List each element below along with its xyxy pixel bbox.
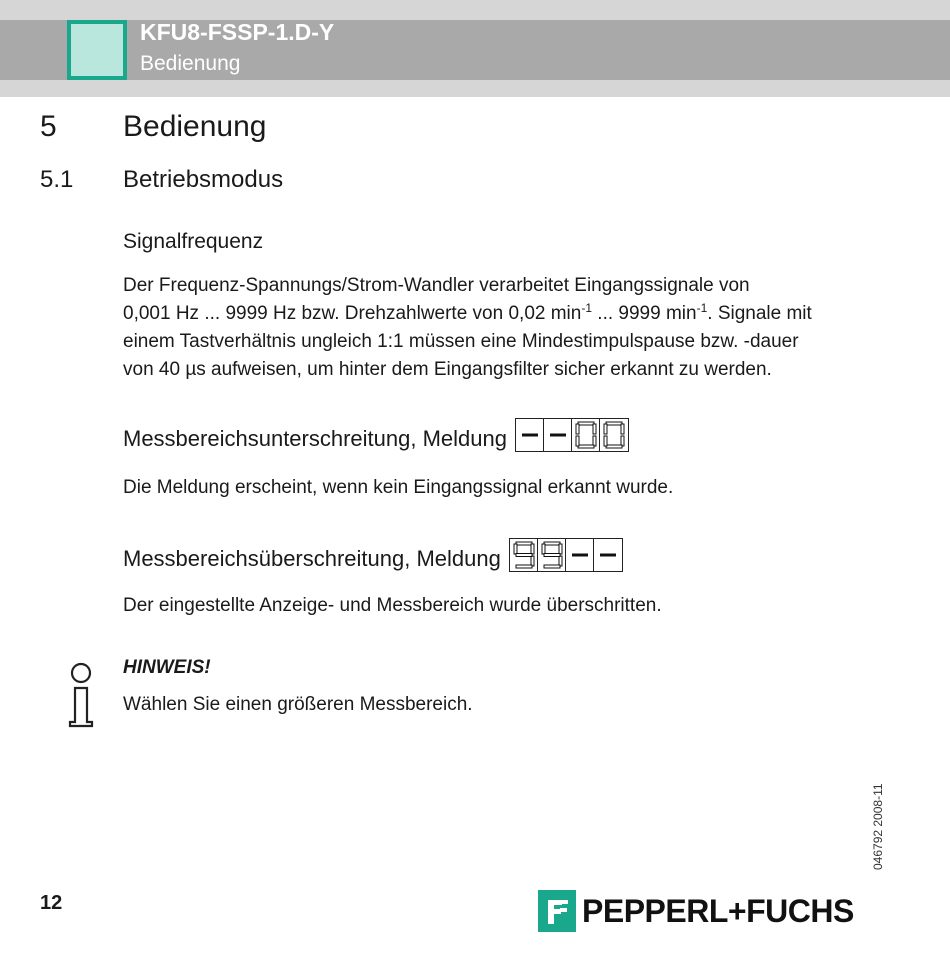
signal-line-1: Der Frequenz-Spannungs/Strom-Wandler verarbeitet Eingangssignale von — [123, 275, 750, 296]
document-code: 046792 2008-11 — [871, 783, 885, 870]
display-digit — [516, 419, 544, 451]
overrange-message-line — [123, 538, 623, 572]
display-digit — [510, 539, 538, 571]
header-title: KFU8-FSSP-1.D-Y — [140, 19, 335, 45]
display-digit — [594, 539, 622, 571]
superscript-1: -1 — [581, 301, 593, 315]
overrange-display — [509, 538, 623, 572]
signal-line-2a: 0,001 Hz ... 9999 Hz bzw. Drehzahlwerte von 0,02 min — [123, 303, 582, 324]
signal-heading: Signalfrequenz — [123, 230, 264, 253]
note-text: Wählen Sie einen größeren Messbereich. — [123, 694, 473, 715]
underrange-label: Messbereichsunterschreitung, Meldung — [123, 426, 507, 451]
signal-paragraph — [123, 272, 883, 384]
signal-line-3: einem Tastverhältnis ungleich 1:1 müssen eine Mindestimpulspause bzw. -dauer — [123, 331, 799, 352]
note-title: HINWEIS! — [123, 657, 211, 678]
page-number: 12 — [40, 892, 63, 914]
header-subtitle: Bedienung — [140, 52, 241, 75]
display-digit — [544, 419, 572, 451]
underrange-display — [515, 418, 629, 452]
logo-mark-icon — [538, 890, 576, 932]
section-number: 5 — [40, 110, 57, 143]
section-title: Bedienung — [123, 110, 267, 143]
display-digit — [538, 539, 566, 571]
signal-line-4: von 40 µs aufweisen, um hinter dem Eingangsfilter sicher erkannt zu werden. — [123, 359, 772, 380]
underrange-message-line — [123, 418, 629, 452]
signal-line-2 — [123, 300, 883, 328]
display-digit — [572, 419, 600, 451]
signal-line-2b: ... 9999 min — [592, 303, 697, 324]
subsection-title: Betriebsmodus — [123, 166, 284, 193]
display-digit — [566, 539, 594, 571]
header-color-square — [67, 20, 127, 80]
underrange-text: Die Meldung erscheint, wenn kein Eingangssignal erkannt wurde. — [123, 477, 674, 498]
overrange-label: Messbereichsüberschreitung, Meldung — [123, 546, 501, 571]
info-icon — [66, 662, 96, 728]
overrange-text: Der eingestellte Anzeige- und Messbereich wurde überschritten. — [123, 595, 662, 616]
display-digit — [600, 419, 628, 451]
superscript-2: -1 — [696, 301, 708, 315]
pepperl-fuchs-logo — [538, 890, 854, 932]
subsection-number: 5.1 — [40, 166, 74, 193]
logo-text: PEPPERL+FUCHS — [582, 893, 854, 929]
signal-line-2c: . Signale mit — [707, 303, 812, 324]
